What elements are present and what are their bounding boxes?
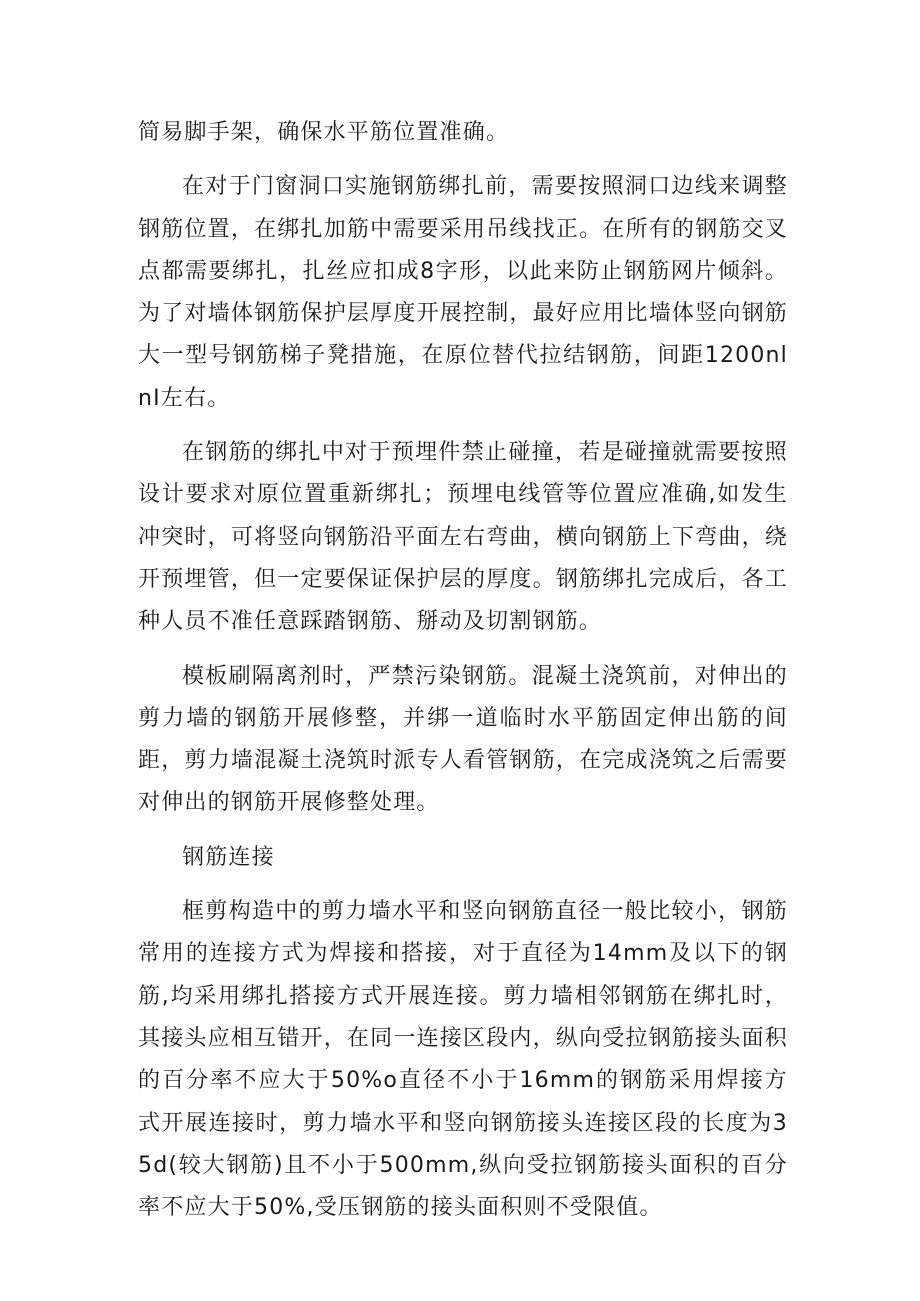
paragraph-embedded-parts: 在钢筋的绑扎中对于预埋件禁止碰撞，若是碰撞就需要按照设计要求对原位置重新绑扎；预埋电线管等位置应准确,如发生冲突时，可将竖向钢筋沿平面左右弯曲，横向钢筋上下弯曲，绕开预埋管，但一定要保证保护层的厚度。钢筋绑扎完成后，各工种人员不准任意踩踏钢筋、掰动及切割钢筋。 xyxy=(138,440,788,635)
paragraph-continuation: 简易脚手架，确保水平筋位置准确。 xyxy=(138,120,510,145)
paragraph-rebar-connection-methods: 框剪构造中的剪力墙水平和竖向钢筋直径一般比较小，钢筋常用的连接方式为焊接和搭接，对于直径为14mm及以下的钢筋,均采用绑扎搭接方式开展连接。剪力墙相邻钢筋在绑扎时，其接头应相互错开，在同一连接区段内，纵向受拉钢筋接头面积的百分率不应大于50%o直径不小于16mm的钢筋采用焊接方式开展连接时，剪力墙水平和竖向钢筋接头连接区段的长度为35d(较大钢筋)且不小于500mm,纵向受拉钢筋接头面积的百分率不应大于50%,受压钢筋的接头面积则不受限值。 xyxy=(138,899,788,1221)
paragraph-formwork-release-agent: 模板刷隔离剂时，严禁污染钢筋。混凝土浇筑前，对伸出的剪力墙的钢筋开展修整，并绑一道临时水平筋固定伸出筋的间距，剪力墙混凝土浇筑时派专人看管钢筋，在完成浇筑之后需要对伸出的钢筋开展修整处理。 xyxy=(138,663,788,816)
section-heading-rebar-connection: 钢筋连接 xyxy=(182,844,275,870)
paragraph-door-window-openings: 在对于门窗洞口实施钢筋绑扎前，需要按照洞口边线来调整钢筋位置，在绑扎加筋中需要采用吊线找正。在所有的钢筋交叉点都需要绑扎，扎丝应扣成8字形，以此来防止钢筋网片倾斜。为了对墙体钢筋保护层厚度开展控制，最好应用比墙体竖向钢筋大一型号钢筋梯子凳措施，在原位替代拉结钢筋，间距1200nlnI左右。 xyxy=(138,174,788,411)
document-body xyxy=(138,112,788,1241)
